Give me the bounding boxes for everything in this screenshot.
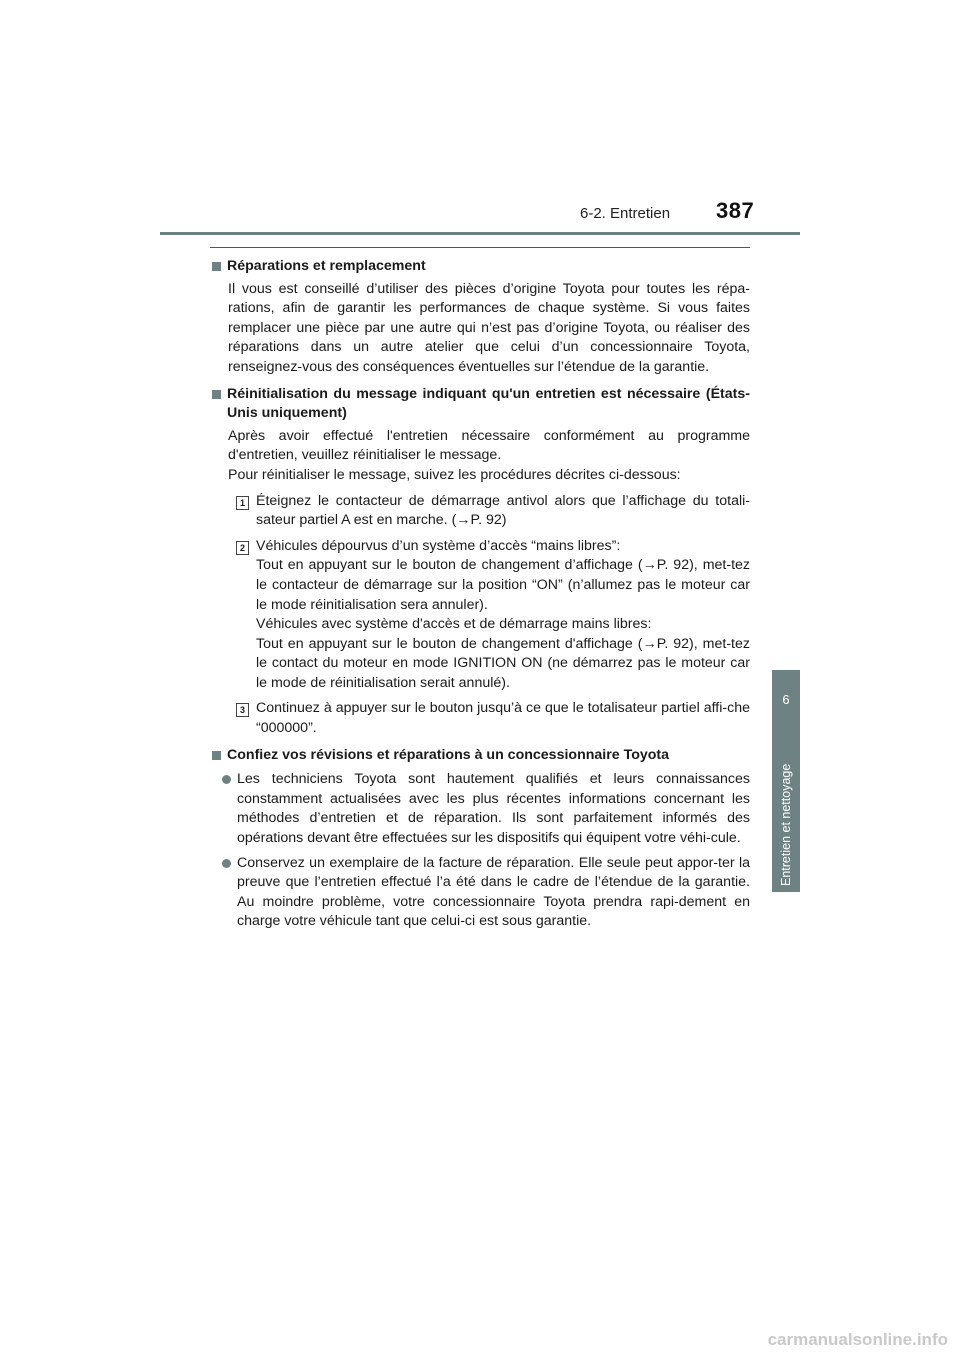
header-section-title: 6-2. Entretien bbox=[580, 205, 671, 222]
page-number: 387 bbox=[716, 198, 755, 223]
paragraph-text: Pour réinitialiser le message, suivez les procédures décrites ci-dessous: bbox=[228, 466, 681, 483]
bullet-text: Conservez un exemplaire de la facture de réparation. Elle seule peut appor-ter la preuve que l’entretien effectué l’a été dans le cadre de l’étendue de la garantie. Au moindre problème, votre concessionnaire Toyota prendra rapi-dement en charge votre véhicule tant que celui-ci est sous garantie. bbox=[237, 854, 750, 930]
bullet-item bbox=[210, 854, 750, 932]
square-bullet-icon bbox=[212, 751, 221, 760]
section-repairs bbox=[210, 257, 750, 378]
step-line: Tout en appuyant sur le bouton de changement d’affichage (→P. 92), met-tez le contacteur de démarrage sur la position “ON” (n’allumez pas le moteur car le mode réinitialisation sera annuler). bbox=[256, 557, 750, 613]
paragraph bbox=[210, 427, 750, 739]
step-text bbox=[256, 537, 750, 694]
section-reset bbox=[210, 385, 750, 739]
chapter-label: Entretien et nettoyage bbox=[779, 763, 793, 886]
step-line: Véhicules avec système d'accès et de démarrage mains libres: bbox=[256, 616, 652, 633]
chapter-number: 6 bbox=[782, 692, 790, 707]
heading-text: Réinitialisation du message indiquant qu'un entretien est nécessaire (États-Unis uniquement) bbox=[227, 385, 750, 422]
square-bullet-icon bbox=[212, 262, 221, 271]
paragraph-text: Après avoir effectué l'entretien nécessaire conformément au programme d'entretien, veuillez réinitialiser le message. bbox=[228, 427, 750, 464]
step-number-box: 2 bbox=[236, 541, 249, 555]
step-text bbox=[256, 699, 750, 738]
watermark-link[interactable]: carmanualsonline.info bbox=[767, 1330, 948, 1349]
section-heading bbox=[210, 746, 750, 766]
step-item bbox=[228, 699, 750, 738]
step-number-box: 1 bbox=[236, 496, 249, 510]
step-item bbox=[228, 537, 750, 694]
chapter-side-tab bbox=[772, 670, 800, 892]
bullet-item bbox=[210, 770, 750, 848]
page-content bbox=[210, 257, 750, 939]
section-heading bbox=[210, 385, 750, 424]
step-line: Véhicules dépourvus d’un système d’accès “mains libres”: bbox=[256, 537, 621, 554]
heading-text: Confiez vos révisions et réparations à un concessionnaire Toyota bbox=[227, 746, 670, 763]
content-divider bbox=[210, 247, 750, 248]
step-line: Tout en appuyant sur le bouton de changement d'affichage (→P. 92), met-tez le contact du moteur en mode IGNITION ON (ne démarrez pas le moteur car le mode de réinitialisation serait annulé). bbox=[256, 635, 750, 691]
section-heading bbox=[210, 257, 750, 277]
paragraph-text: Il vous est conseillé d’utiliser des pièces d’origine Toyota pour toutes les répa-rations, afin de garantir les performances de chaque système. Si vous faites remplacer une pièce par une autre qui n’est pas d’origine Toyota, ou réaliser des réparations dans un autre atelier que celui d’un concessionnaire Toyota, renseignez-vous des conséquences éventuelles sur l’étendue de la garantie. bbox=[228, 280, 750, 375]
step-item bbox=[228, 492, 750, 531]
step-line: Éteignez le contacteur de démarrage antivol alors que l’affichage du totali-sateur partiel A est en marche. (→P. 92) bbox=[256, 492, 750, 529]
header-divider bbox=[160, 232, 800, 235]
step-number-box: 3 bbox=[236, 703, 249, 717]
circle-bullet-icon bbox=[222, 775, 231, 784]
step-line: Continuez à appuyer sur le bouton jusqu’à ce que le totalisateur partiel affi-che “000000”. bbox=[256, 700, 750, 737]
step-text bbox=[256, 492, 750, 531]
circle-bullet-icon bbox=[222, 859, 231, 868]
square-bullet-icon bbox=[212, 390, 221, 399]
paragraph bbox=[210, 280, 750, 378]
bullet-text: Les techniciens Toyota sont hautement qualifiés et leurs connaissances constamment actualisées avec les plus récentes informations concernant les méthodes d’entretien et de réparation. Ils sont parfaitement informés des opérations devant être effectuées sur les dispositifs qui équipent votre véhi-cule. bbox=[237, 771, 750, 847]
heading-text: Réparations et remplacement bbox=[227, 258, 426, 274]
section-dealer bbox=[210, 746, 750, 932]
